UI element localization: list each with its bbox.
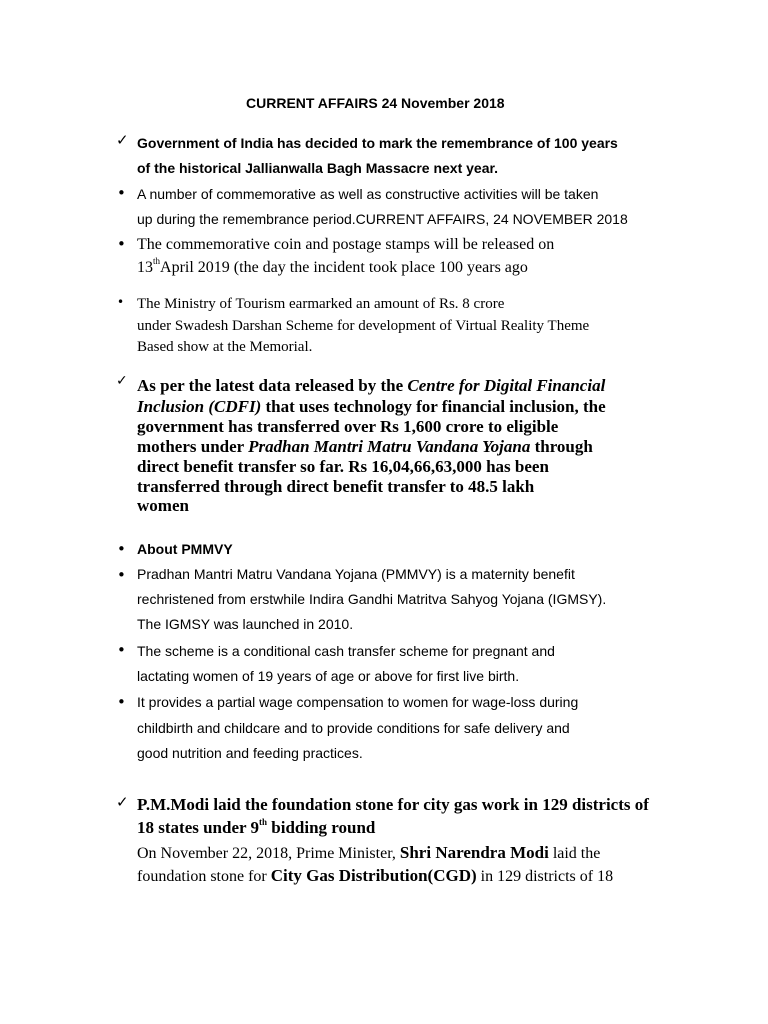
text-run: Shri Narendra Modi: [399, 843, 549, 862]
section4-heading-line2: [137, 818, 375, 838]
pmmvy-bullet3-line2: childbirth and childcare and to provide conditions for safe delivery and: [137, 720, 570, 736]
section1-bullet1-line1: A number of commemorative as well as constructive activities will be taken: [137, 186, 599, 202]
text-run: On November 22, 2018, Prime Minister,: [137, 845, 400, 862]
section2-line6: transferred through direct benefit transfer to 48.5 lakh: [137, 477, 535, 496]
bullet-icon: •: [117, 295, 125, 309]
superscript: th: [153, 256, 161, 266]
checkmark-icon: ✓: [116, 373, 128, 389]
text-run: The: [137, 296, 165, 312]
text-run: Based show at the Memorial: [137, 339, 309, 355]
text-run: laid the: [548, 845, 601, 862]
superscript: th: [259, 817, 268, 827]
about-pmmvy-heading: About PMMVY: [137, 541, 233, 557]
section2-line1: [137, 376, 605, 396]
text-run: bidding round: [267, 818, 376, 837]
text-run: for development of Virtual Reality Theme: [333, 318, 590, 334]
checkmark-icon: ✓: [116, 793, 129, 811]
pmmvy-bullet3-line1: It provides a partial wage compensation to women for wage-loss during: [137, 694, 579, 710]
text-run: Ministry of Tourism: [164, 296, 286, 312]
section1-heading-line2: of the historical Jallianwalla Bagh Massacre next year.: [137, 160, 499, 176]
bullet-icon: •: [117, 693, 126, 711]
bullet-icon: •: [117, 641, 126, 659]
section2-line3: government has transferred over Rs 1,600 crore to eligible: [137, 417, 559, 436]
section1-bullet2-line1: The commemorative coin and postage stamps will be released on: [137, 236, 555, 253]
bullet-icon: •: [117, 540, 126, 558]
text-run: 18 states under 9: [137, 818, 259, 837]
text-run: Pradhan Mantri Matru Vandana Yojana: [248, 437, 531, 456]
section1-bullet3-line1: [137, 296, 504, 313]
pmmvy-bullet1-line1: Pradhan Mantri Matru Vandana Yojana (PMMVY) is a maternity benefit: [137, 566, 575, 582]
section2-line2: [137, 397, 606, 417]
text-run: through: [530, 437, 593, 456]
section4-paragraph-line1: [137, 843, 600, 863]
day-number: 13: [137, 259, 153, 276]
text-run: As per the latest data released by the: [137, 376, 408, 395]
text-run: City Gas Distribution(CGD): [270, 866, 477, 885]
text-run: mothers under: [137, 437, 249, 456]
bullet-icon: •: [117, 566, 126, 584]
checkmark-icon: ✓: [116, 131, 129, 149]
bullet-icon: •: [117, 235, 126, 253]
section2-line5: direct benefit transfer so far. Rs 16,04,66,63,000 has been: [137, 457, 549, 476]
pmmvy-bullet2-line2: lactating women of 19 years of age or above for first live birth.: [137, 668, 520, 684]
bullet-icon: •: [117, 184, 126, 202]
section1-bullet2-line2: [137, 256, 528, 277]
date-text: April 2019 (the day the incident took place 100 years ago: [160, 259, 528, 276]
section2-line7: women: [137, 496, 189, 515]
text-run: Centre for Digital Financial: [407, 376, 606, 395]
section4-heading-line1: P.M.Modi laid the foundation stone for city gas work in 129 districts of: [137, 795, 649, 814]
pmmvy-bullet1-line3: The IGMSY was launched in 2010.: [137, 616, 354, 632]
text-run: foundation stone for: [137, 868, 271, 885]
text-run: Swadesh Darshan Scheme: [174, 318, 334, 334]
text-run: in 129 districts of 18: [476, 868, 614, 885]
pmmvy-bullet2-line1: The scheme is a conditional cash transfer scheme for pregnant and: [137, 643, 555, 659]
pmmvy-bullet3-line3: good nutrition and feeding practices.: [137, 745, 363, 761]
text-run: that uses technology for financial inclusion, the: [261, 397, 606, 416]
document-title: CURRENT AFFAIRS 24 November 2018: [246, 95, 505, 111]
text-run: earmarked an amount of Rs. 8 crore: [285, 296, 505, 312]
text-run: Inclusion (CDFI): [137, 397, 262, 416]
section1-heading-line1: Government of India has decided to mark the remembrance of 100 years: [137, 135, 618, 151]
section1-bullet3-line3: [137, 339, 312, 356]
section2-line4: [137, 437, 593, 457]
section1-bullet1-line2: up during the remembrance period.CURRENT AFFAIRS, 24 NOVEMBER 2018: [137, 211, 628, 227]
text-run: under: [137, 318, 175, 334]
text-run: .: [308, 339, 313, 355]
section4-paragraph-line2: [137, 866, 613, 886]
section1-bullet3-line2: [137, 318, 589, 335]
pmmvy-bullet1-line2: rechristened from erstwhile Indira Gandhi Matritva Sahyog Yojana (IGMSY).: [137, 591, 607, 607]
